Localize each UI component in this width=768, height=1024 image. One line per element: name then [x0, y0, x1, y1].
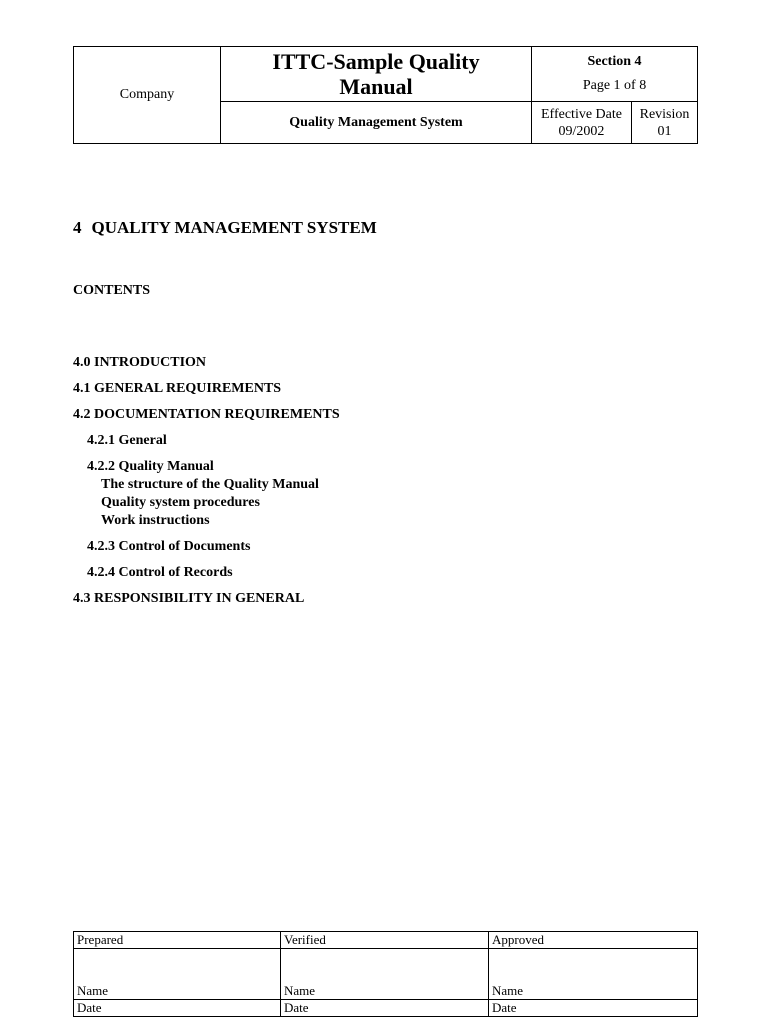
title-line-1: ITTC-Sample Quality — [272, 49, 480, 74]
toc-item-4-2-4: 4.2.4 Control of Records — [87, 565, 233, 580]
toc-item-4-3: 4.3 RESPONSIBILITY IN GENERAL — [73, 591, 305, 606]
toc-subitem-structure: The structure of the Quality Manual — [101, 477, 319, 492]
signature-table — [73, 931, 698, 1017]
section-heading-text: QUALITY MANAGEMENT SYSTEM — [91, 218, 377, 237]
revision-value: 01 — [657, 123, 672, 139]
contents-label: CONTENTS — [73, 283, 151, 298]
approved-date-field: Date — [489, 1000, 698, 1017]
header-table — [73, 46, 698, 144]
title-line-2: Manual — [339, 74, 413, 99]
revision-cell — [632, 102, 698, 144]
toc-subitem-procedures: Quality system procedures — [101, 495, 260, 510]
prepared-label: Prepared — [74, 932, 281, 949]
toc-item-4-2-1: 4.2.1 General — [87, 433, 167, 448]
section-label: Section 4 — [587, 54, 642, 69]
document-title — [221, 47, 532, 102]
section-cell — [532, 47, 698, 102]
approved-label: Approved — [489, 932, 698, 949]
revision-label: Revision — [639, 106, 690, 122]
prepared-date-field: Date — [74, 1000, 281, 1017]
effective-date-value: 09/2002 — [558, 123, 605, 139]
verified-label: Verified — [281, 932, 489, 949]
section-heading-number: 4 — [73, 218, 82, 237]
page-number: Page 1 of 8 — [582, 78, 647, 93]
verified-name-field: Name — [281, 949, 489, 1000]
company-cell: Company — [74, 47, 221, 144]
effective-date-label: Effective Date — [541, 106, 622, 122]
toc-subitem-work-instructions: Work instructions — [101, 513, 210, 528]
toc-item-4-0: 4.0 INTRODUCTION — [73, 355, 207, 370]
document-subtitle: Quality Management System — [221, 102, 532, 144]
toc-item-4-1: 4.1 GENERAL REQUIREMENTS — [73, 381, 282, 396]
approved-name-field: Name — [489, 949, 698, 1000]
toc-item-4-2-2: 4.2.2 Quality Manual — [87, 459, 214, 474]
verified-date-field: Date — [281, 1000, 489, 1017]
toc-item-4-2: 4.2 DOCUMENTATION REQUIREMENTS — [73, 407, 340, 422]
prepared-name-field: Name — [74, 949, 281, 1000]
effective-date-cell — [532, 102, 632, 144]
section-heading — [73, 218, 377, 238]
toc-item-4-2-3: 4.2.3 Control of Documents — [87, 539, 251, 554]
